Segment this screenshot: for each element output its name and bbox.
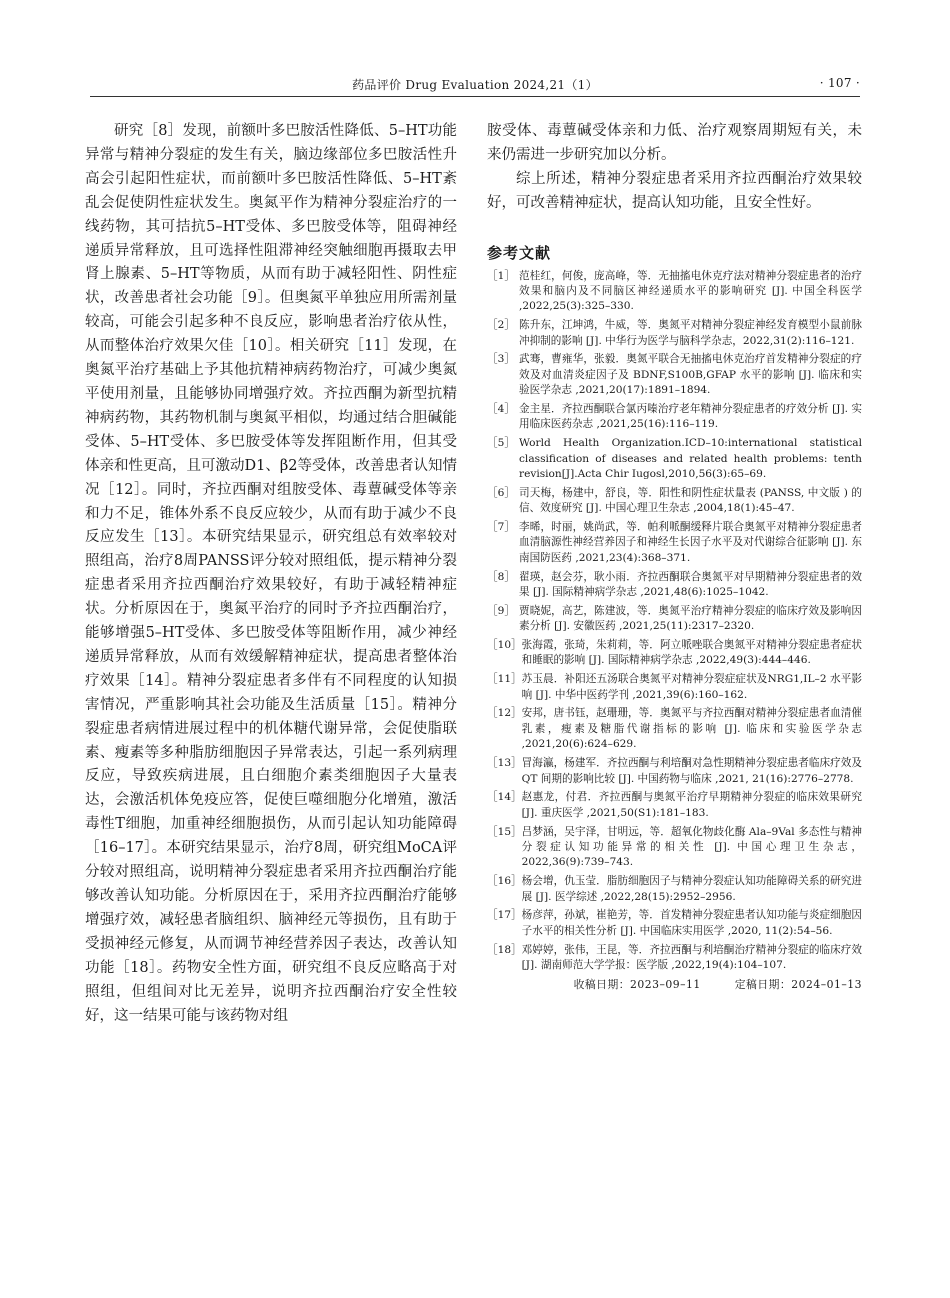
reference-text: 武骞，曹雍华，张毅．奥氮平联合无抽搐电休克治疗首发精神分裂症的疗效及对血清炎症因子及 BDNF,S100B,GFAP 水平的影响 [J]. 临床和实验医学杂志 ,2021,20(17):1891–1894. [519,353,862,397]
reference-number: ［17］ [487,909,522,922]
reference-number: ［9］ [487,604,515,617]
reference-number: ［13］ [487,757,522,770]
reference-number: ［18］ [487,943,522,956]
page-number: · 107 · [819,76,860,90]
reference-item [487,825,862,871]
reference-number: ［7］ [487,521,515,534]
reference-item [487,908,862,939]
reference-item [487,520,862,566]
reference-item [487,436,862,482]
reference-number: ［1］ [487,269,515,282]
reference-text: 吕梦涵，吴宇泽，甘明远，等．超氧化物歧化酶 Ala–9Val 多态性与精神分裂症认知功能异常的相关性 [J]. 中国心理卫生杂志，2022,36(9):739–743. [521,825,862,869]
reference-number: ［2］ [487,319,515,332]
reference-number: ［4］ [487,403,515,416]
reference-text: 杨彦萍，孙斌，崔艳芳，等．首发精神分裂症患者认知功能与炎症细胞因子水平的相关性分析 [J]. 中国临床实用医学 ,2020, 11(2):54–56. [521,909,862,937]
right-column [487,120,862,992]
reference-item [487,570,862,601]
conclusion-text [487,120,862,216]
body-paragraph: 胺受体、毒蕈碱受体亲和力低、治疗观察周期短有关，未来仍需进一步研究加以分析。 [487,123,862,163]
left-column [85,120,457,1028]
reference-item [487,402,862,433]
reference-text: 杨会增，仇玉莹．脂肪细胞因子与精神分裂症认知功能障碍关系的研究进展 [J]. 医学综述 ,2022,28(15):2952–2956. [521,875,862,903]
reference-number: ［5］ [487,437,515,450]
reference-item [487,874,862,905]
reference-number: ［8］ [487,570,515,583]
reference-number: ［10］ [487,639,522,652]
reference-number: ［3］ [487,353,515,366]
reference-number: ［16］ [487,875,522,888]
reference-item [487,943,862,974]
received-dates [487,977,862,992]
reference-text: 苏玉晨．补阳还五汤联合奥氮平对精神分裂症症状及NRG1,IL–2 水平影响 [J]. 中华中医药学刊 ,2021,39(6):160–162. [521,673,862,701]
reference-item [487,352,862,398]
reference-text: 范桂红，何俊，庞高峰，等．无抽搐电休克疗法对精神分裂症患者的治疗效果和脑内及不同脑区神经递质水平的影响研究 [J]. 中国全科医学 ,2022,25(3):325–330. [519,269,862,313]
reference-list [487,269,862,974]
conclusion-paragraph: 综上所述，精神分裂症患者采用齐拉西酮治疗效果较好，可改善精神症状，提高认知功能，且安全性好。 [487,170,862,211]
reference-text: 邓婷婷，张伟，王昆，等．齐拉西酮与利培酮治疗精神分裂症的临床疗效 [J]. 湖南师范大学学报：医学版 ,2022,19(4):104–107. [521,943,862,971]
reference-text: 翟瑛，赵会芬，耿小雨．齐拉西酮联合奥氮平对早期精神分裂症患者的效果 [J]. 国际精神病学杂志 ,2021,48(6):1025–1042. [519,570,862,599]
reference-text: 贾晓妮，高艺，陈建波，等．奥氮平治疗精神分裂症的临床疗效及影响因素分析 [J]. 安徽医药 ,2021,25(11):2317–2320. [519,604,862,633]
references-title: 参考文献 [487,243,552,262]
reference-item [487,790,862,821]
reference-item [487,269,862,315]
reference-item [487,706,862,752]
finalized-date: 定稿日期：2024–01–13 [734,977,862,991]
reference-number: ［11］ [487,673,522,686]
body-paragraph: 研究［8］发现，前额叶多巴胺活性降低、5–HT功能异常与精神分裂症的发生有关，脑边缘部位多巴胺活性升高会引起阳性症状，而前额叶多巴胺活性降低、5–HT紊乱会促使阴性症状发生。奥氮平作为精神分裂症治疗的一线药物，其可拮抗5–HT受体、多巴胺受体等，阻碍神经递质异常释放，且可选择性阻滞神经突触细胞再摄取去甲肾上腺素、5–HT等物质，从而有助于减轻阳性、阴性症状，改善患者社会功能［9］。但奥氮平单独应用所需剂量较高，可能会引起多种不良反应，影响患者治疗依从性，从而整体治疗效果欠佳［10］。相关研究［11］发现，在奥氮平治疗基础上予其他抗精神病药物治疗，可减少奥氮平使用剂量，且能够协同增强疗效。齐拉西酮为新型抗精神病药物，其药物机制与奥氮平相似，均通过结合胆碱能受体、5–HT受体、多巴胺受体等发挥阻断作用，但其受体亲和性更高，且可激动D1、β2等受体，改善患者认知情况［12］。同时，齐拉西酮对组胺受体、毒蕈碱受体等亲和力不足，锥体外系不良反应较少，从而有助于减少不良反应发生［13］。本研究结果显示，研究组总有效率较对照组高，治疗8周PANSS评分较对照组低，提示精神分裂症患者采用齐拉西酮治疗效果较好，有助于减轻精神症状。分析原因在于，奥氮平治疗的同时予齐拉西酮治疗，能够增强5–HT受体、多巴胺受体等阻断作用，减少神经递质异常释放，从而有效缓解精神症状，提高患者整体治疗效果［14］。精神分裂症患者多伴有不同程度的认知损害情况，严重影响其社会功能及生活质量［15］。精神分裂症患者病情进展过程中的机体糖代谢异常，会促使脂联素、瘦素等多种脂肪细胞因子异常表达，引起一系列病理反应，导致疾病进展，且白细胞介素类细胞因子大量表达，会激活机体免疫应答，促使巨噬细胞分化增殖，激活毒性T细胞，加重神经细胞损伤，从而引起认知功能障碍［16–17］。本研究结果显示，治疗8周，研究组MoCA评分较对照组高，说明精神分裂症患者采用齐拉西酮治疗能够改善认知功能。分析原因在于，采用齐拉西酮治疗能够增强疗效，减轻患者脑组织、脑神经元等损伤，且有助于受损神经元修复，从而调节神经营养因子表达，改善认知功能［18］。药物安全性方面，研究组不良反应略高于对照组，但组间对比无差异，说明齐拉西酮治疗安全性较好，这一结果可能与该药物对组 [85,123,457,1024]
received-date: 收稿日期：2023–09–11 [573,977,701,991]
reference-item [487,756,862,787]
reference-number: ［6］ [487,486,515,499]
running-header [90,76,860,97]
reference-number: ［14］ [487,791,522,804]
reference-item [487,604,862,635]
reference-item [487,638,862,669]
journal-title: 药品评价 Drug Evaluation 2024,21（1） [352,78,598,92]
reference-item [487,318,862,349]
reference-item [487,486,862,517]
reference-item [487,672,862,703]
reference-text: 安邦，唐书钰，赵珊珊，等．奥氮平与齐拉西酮对精神分裂症患者血清催乳素，瘦素及糖脂代谢指标的影响 [J]. 临床和实验医学杂志 ,2021,20(6):624–629. [521,707,862,751]
reference-text: 金主星．齐拉西酮联合氯丙嗪治疗老年精神分裂症患者的疗效分析 [J]. 实用临床医药杂志 ,2021,25(16):116–119. [519,403,862,431]
reference-text: 赵惠龙，付君．齐拉西酮与奥氮平治疗早期精神分裂症的临床效果研究 [J]. 重庆医学 ,2021,50(S1):181–183. [521,791,862,819]
reference-number: ［15］ [487,825,522,838]
reference-text: 陈升东，江坤鸿，牛威，等．奥氮平对精神分裂症神经发育模型小鼠前脉冲抑制的影响 [J]. 中华行为医学与脑科学杂志，2022,31(2):116–121. [519,319,862,347]
reference-text: 司天梅，杨建中，舒良，等．阳性和阴性症状量表 (PANSS, 中文版 ) 的信、效度研究 [J]. 中国心理卫生杂志 ,2004,18(1):45–47. [519,486,862,515]
reference-number: ［12］ [487,707,522,720]
reference-text: 李晞，时丽，姚尚武，等．帕利哌酮缓释片联合奥氮平对精神分裂症患者血清脑源性神经营养因子和神经生长因子水平及对代谢综合征影响 [J]. 东南国防医药 ,2021,23(4):368–371. [519,521,862,564]
reference-text: 张海霞，张琦，朱莉莉，等．阿立哌唑联合奥氮平对精神分裂症患者症状和睡眠的影响 [J]. 国际精神病学杂志 ,2022,49(3):444–446. [521,639,862,667]
reference-text: World Health Organization.ICD–10:international statistical classification of diseases and related health problems: tenth revision[J].Acta Chir Iugosl,2010,56(3):65–69. [519,437,862,481]
reference-text: 冒海瀛，杨建军．齐拉西酮与利培酮对急性期精神分裂症患者临床疗效及 QT 间期的影响比较 [J]. 中国药物与临床 ,2021, 21(16):2776–2778. [521,757,862,785]
